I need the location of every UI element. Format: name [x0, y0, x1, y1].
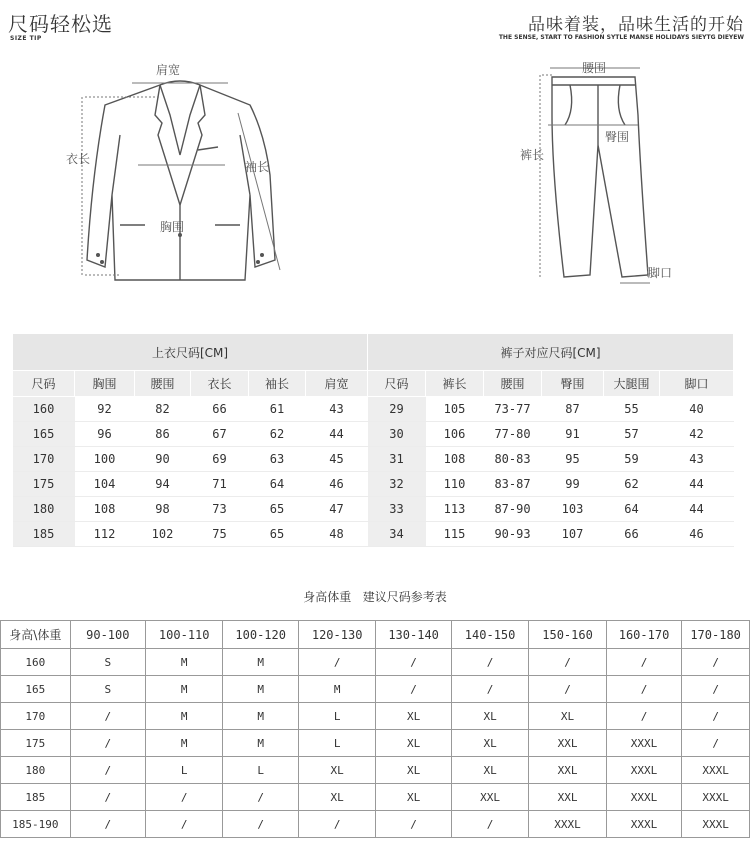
size-table: [12, 333, 734, 547]
jacket-label-length: 衣长: [66, 152, 91, 166]
table-cell: 44: [660, 497, 734, 522]
table-cell: M: [223, 649, 298, 676]
table-cell: /: [223, 811, 298, 838]
table-cell: 73: [191, 497, 249, 522]
col-header: 130-140: [376, 621, 451, 649]
table-cell: 64: [249, 472, 306, 497]
table-cell: 90: [135, 447, 191, 472]
table-cell: 44: [306, 422, 368, 447]
col-header: 100-120: [223, 621, 298, 649]
table-cell: M: [145, 676, 222, 703]
table-cell: 71: [191, 472, 249, 497]
table-cell: 83-87: [484, 472, 542, 497]
table-cell: 110: [426, 472, 484, 497]
table-cell: 34: [368, 522, 426, 547]
table-cell: 113: [426, 497, 484, 522]
table-row: [1, 703, 750, 730]
page-subtitle: SIZE TIP: [10, 35, 42, 42]
table-cell: 29: [368, 397, 426, 422]
table-cell: /: [70, 811, 145, 838]
pants-size-title: 裤子对应尺码[CM]: [368, 334, 734, 371]
slogan: 品味着装，品味生活的开始: [528, 15, 744, 35]
table-cell: 115: [426, 522, 484, 547]
table-cell: 91: [542, 422, 604, 447]
table-cell: XL: [298, 784, 375, 811]
table-cell: 165: [1, 676, 71, 703]
pants-diagram: [530, 55, 680, 295]
table-cell: 108: [426, 447, 484, 472]
recommend-table: [0, 620, 750, 838]
table-cell: XXXL: [529, 811, 606, 838]
pants-label-length: 裤长: [520, 148, 545, 162]
table-cell: M: [145, 649, 222, 676]
table-cell: 55: [604, 397, 660, 422]
table-cell: L: [298, 730, 375, 757]
col-header: 肩宽: [306, 371, 368, 397]
jacket-label-sleeve: 袖长: [245, 160, 270, 174]
table-cell: 106: [426, 422, 484, 447]
col-header: 衣长: [191, 371, 249, 397]
table-cell: /: [70, 703, 145, 730]
table-row: [1, 784, 750, 811]
col-header: 90-100: [70, 621, 145, 649]
table-cell: L: [145, 757, 222, 784]
table-row: [13, 522, 734, 547]
table-cell: /: [606, 703, 681, 730]
table-row: [13, 447, 734, 472]
recommend-table-title: 身高体重 建议尺码参考表: [303, 590, 447, 604]
table-cell: M: [223, 676, 298, 703]
table-cell: /: [529, 676, 606, 703]
table-cell: XXL: [529, 730, 606, 757]
table-cell: 64: [604, 497, 660, 522]
table-cell: 92: [75, 397, 135, 422]
table-row: [1, 757, 750, 784]
table-cell: /: [70, 730, 145, 757]
table-cell: 62: [604, 472, 660, 497]
col-header: 腰围: [484, 371, 542, 397]
col-header: 脚口: [660, 371, 734, 397]
table-cell: /: [298, 649, 375, 676]
table-cell: XL: [451, 703, 528, 730]
col-header: 140-150: [451, 621, 528, 649]
table-cell: XXL: [529, 784, 606, 811]
slogan-subtitle: THE SENSE, START TO FASHION SYTLE MANSE HOLIDAYS SIEYTG DIEYEW: [498, 34, 744, 41]
table-cell: 180: [13, 497, 75, 522]
page-title: 尺码轻松选: [8, 12, 113, 36]
table-cell: 43: [660, 447, 734, 472]
table-cell: /: [682, 730, 750, 757]
table-cell: 96: [75, 422, 135, 447]
table-cell: 59: [604, 447, 660, 472]
table-cell: 31: [368, 447, 426, 472]
table-cell: XXXL: [606, 784, 681, 811]
table-cell: XL: [376, 703, 451, 730]
table-cell: 90-93: [484, 522, 542, 547]
table-cell: 43: [306, 397, 368, 422]
col-header: 尺码: [368, 371, 426, 397]
table-cell: 100: [75, 447, 135, 472]
table-cell: 180: [1, 757, 71, 784]
table-cell: 160: [1, 649, 71, 676]
table-cell: 44: [660, 472, 734, 497]
table-cell: 73-77: [484, 397, 542, 422]
table-cell: M: [298, 676, 375, 703]
table-cell: 107: [542, 522, 604, 547]
table-cell: /: [70, 784, 145, 811]
table-cell: S: [70, 649, 145, 676]
table-cell: 80-83: [484, 447, 542, 472]
col-header: 尺码: [13, 371, 75, 397]
table-cell: M: [145, 730, 222, 757]
table-cell: 112: [75, 522, 135, 547]
table-cell: 63: [249, 447, 306, 472]
table-cell: /: [376, 649, 451, 676]
table-cell: 160: [13, 397, 75, 422]
col-header: 150-160: [529, 621, 606, 649]
table-cell: 57: [604, 422, 660, 447]
table-cell: 175: [1, 730, 71, 757]
table-row: [13, 497, 734, 522]
table-cell: /: [376, 676, 451, 703]
table-cell: L: [298, 703, 375, 730]
table-cell: XL: [376, 784, 451, 811]
col-header: 裤长: [426, 371, 484, 397]
table-cell: 87-90: [484, 497, 542, 522]
table-cell: 33: [368, 497, 426, 522]
table-cell: 185: [13, 522, 75, 547]
table-cell: 185-190: [1, 811, 71, 838]
jacket-label-chest: 胸围: [160, 220, 185, 234]
table-row: [13, 422, 734, 447]
table-cell: 99: [542, 472, 604, 497]
table-cell: 46: [306, 472, 368, 497]
table-cell: /: [451, 676, 528, 703]
table-cell: /: [606, 676, 681, 703]
table-cell: 185: [1, 784, 71, 811]
table-cell: L: [223, 757, 298, 784]
table-cell: XXXL: [606, 757, 681, 784]
table-cell: 170: [1, 703, 71, 730]
table-cell: 105: [426, 397, 484, 422]
table-cell: XL: [298, 757, 375, 784]
col-header: 臀围: [542, 371, 604, 397]
col-header: 胸围: [75, 371, 135, 397]
table-cell: 104: [75, 472, 135, 497]
table-cell: /: [223, 784, 298, 811]
table-cell: /: [606, 649, 681, 676]
table-cell: 47: [306, 497, 368, 522]
table-cell: M: [145, 703, 222, 730]
table-cell: /: [70, 757, 145, 784]
pants-label-hem: 脚口: [648, 266, 673, 280]
col-header: 袖长: [249, 371, 306, 397]
col-header: 120-130: [298, 621, 375, 649]
table-cell: 102: [135, 522, 191, 547]
table-cell: 62: [249, 422, 306, 447]
table-cell: XXL: [529, 757, 606, 784]
top-size-title: 上衣尺码[CM]: [13, 334, 368, 371]
table-cell: 48: [306, 522, 368, 547]
table-cell: 65: [249, 497, 306, 522]
table-cell: XL: [451, 757, 528, 784]
table-cell: XL: [529, 703, 606, 730]
table-cell: 77-80: [484, 422, 542, 447]
jacket-label-shoulder: 肩宽: [156, 63, 181, 77]
table-cell: XXXL: [682, 784, 750, 811]
table-cell: 87: [542, 397, 604, 422]
table-cell: /: [145, 811, 222, 838]
table-cell: 61: [249, 397, 306, 422]
col-header: 大腿围: [604, 371, 660, 397]
table-cell: XXXL: [682, 811, 750, 838]
table-row: [1, 811, 750, 838]
col-header: 160-170: [606, 621, 681, 649]
table-cell: 66: [191, 397, 249, 422]
jacket-diagram: [60, 55, 300, 295]
table-row: [13, 397, 734, 422]
table-cell: 82: [135, 397, 191, 422]
table-row: [13, 472, 734, 497]
table-row: [1, 649, 750, 676]
table-row: [1, 676, 750, 703]
table-cell: S: [70, 676, 145, 703]
table-cell: 45: [306, 447, 368, 472]
table-cell: 86: [135, 422, 191, 447]
table-cell: XXXL: [606, 811, 681, 838]
table-cell: 175: [13, 472, 75, 497]
table-cell: /: [145, 784, 222, 811]
table-cell: 95: [542, 447, 604, 472]
table-cell: XXXL: [682, 757, 750, 784]
table-cell: /: [451, 649, 528, 676]
col-header: 身高\体重: [1, 621, 71, 649]
table-cell: /: [682, 676, 750, 703]
table-cell: 66: [604, 522, 660, 547]
table-cell: 65: [249, 522, 306, 547]
table-header-row: [1, 621, 750, 649]
table-cell: 108: [75, 497, 135, 522]
table-cell: 42: [660, 422, 734, 447]
table-cell: M: [223, 703, 298, 730]
table-row: [1, 730, 750, 757]
table-cell: XL: [376, 757, 451, 784]
table-cell: 94: [135, 472, 191, 497]
table-cell: /: [376, 811, 451, 838]
table-cell: 32: [368, 472, 426, 497]
table-cell: 40: [660, 397, 734, 422]
pants-label-hip: 臀围: [605, 130, 630, 144]
col-header: 腰围: [135, 371, 191, 397]
table-cell: /: [451, 811, 528, 838]
table-cell: 98: [135, 497, 191, 522]
table-cell: /: [682, 649, 750, 676]
table-cell: /: [682, 703, 750, 730]
table-cell: 75: [191, 522, 249, 547]
col-header: 100-110: [145, 621, 222, 649]
table-cell: XL: [451, 730, 528, 757]
table-cell: 46: [660, 522, 734, 547]
table-cell: M: [223, 730, 298, 757]
table-cell: 103: [542, 497, 604, 522]
table-cell: XXXL: [606, 730, 681, 757]
table-cell: 165: [13, 422, 75, 447]
table-cell: 170: [13, 447, 75, 472]
pants-label-waist: 腰围: [582, 61, 607, 75]
table-cell: /: [529, 649, 606, 676]
table-cell: 67: [191, 422, 249, 447]
col-header: 170-180: [682, 621, 750, 649]
table-cell: 69: [191, 447, 249, 472]
table-cell: XL: [376, 730, 451, 757]
table-cell: /: [298, 811, 375, 838]
table-cell: XXL: [451, 784, 528, 811]
table-cell: 30: [368, 422, 426, 447]
